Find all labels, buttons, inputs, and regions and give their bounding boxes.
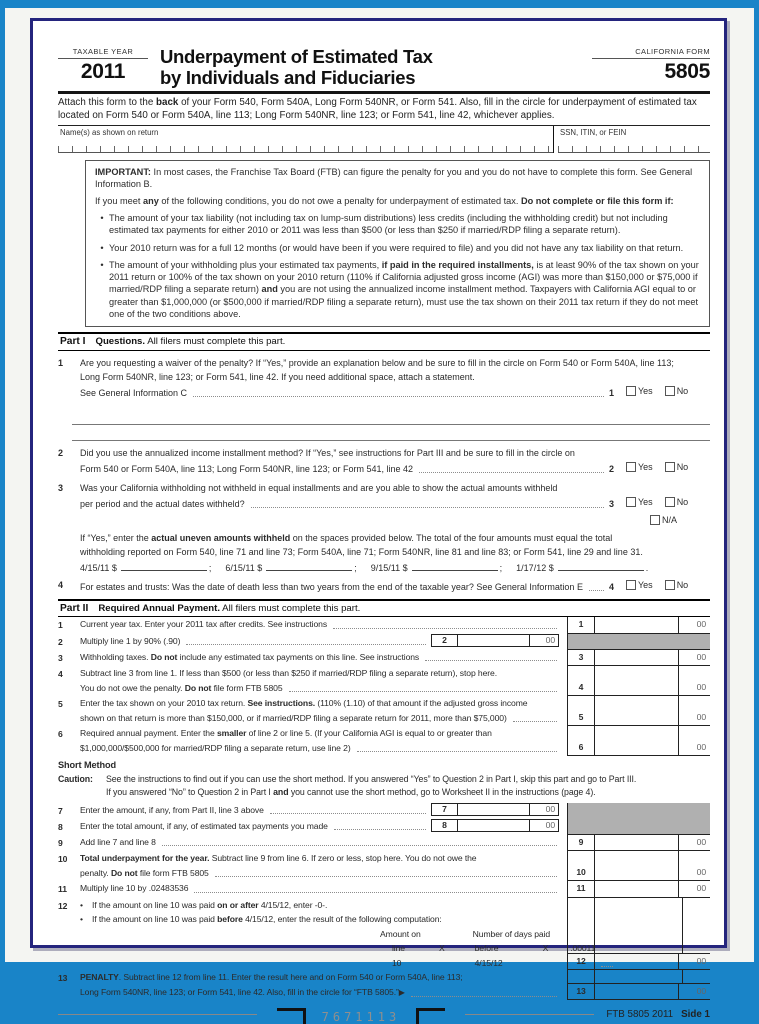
- name-ssn-band: [58, 126, 710, 153]
- part1-header: Part I Questions. All filers must complete this part.: [58, 332, 710, 351]
- dotted-leader: [289, 691, 557, 692]
- page-background: [5, 8, 754, 1024]
- part2-title: Part II: [60, 602, 89, 614]
- line-7-inline-box: 7 00: [431, 803, 559, 816]
- ssn-field-cell: [553, 126, 710, 153]
- amount-1-17-12-field[interactable]: [558, 561, 644, 571]
- line-12-amount-field[interactable]: [595, 954, 678, 969]
- footer-form-reference: FTB 5805 2011 Side 1: [606, 1009, 710, 1021]
- ssn-label: SSN, ITIN, or FEIN: [560, 127, 627, 137]
- dotted-leader: [193, 396, 604, 397]
- important-bullet-2: • Your 2010 return was for a full 12 months (or would have been if you were required to file) and you did not have any tax liability on that return.: [95, 242, 700, 254]
- q4-yes-checkbox[interactable]: [626, 580, 636, 590]
- short-method-title: Short Method: [58, 760, 116, 771]
- bullet-icon: •: [100, 213, 104, 224]
- line-7-row: 7 Enter the amount, if any, from Part II, line 3 above 7 00: [58, 803, 710, 819]
- fill-arrow-icon: ▶: [398, 987, 405, 997]
- line-2-inline-box: 2 00: [431, 634, 559, 647]
- line-9-amount-field[interactable]: [595, 835, 678, 851]
- short-method-section: Short Method Caution: See the instructions to find out if you can use the short method. If you answered “Yes” to Question 2 in Part I, skip this part and go to Part III. If you answered “No” to Question 2 in Part I and you cannot use the short method, go to Worksheet II in the instructions (page 4).: [58, 759, 710, 800]
- dotted-leader: [589, 590, 604, 591]
- line-7-amount-field[interactable]: [458, 804, 529, 815]
- registration-mark-left-icon: [277, 1008, 306, 1024]
- taxable-year-value: 2011: [80, 60, 126, 83]
- amount-9-15-11-field[interactable]: [412, 561, 498, 571]
- form-outer-border: [30, 18, 727, 1024]
- line-7-shaded-area: [567, 803, 710, 819]
- dotted-leader: [411, 996, 557, 997]
- line-13-amount-field[interactable]: [595, 984, 678, 999]
- line-8-inline-box: 8 00: [431, 819, 559, 832]
- line-4-row: 4 Subtract line 3 from line 1. If less than $500 (or less than $250 if married/RDP filing a separate return), stop here. You do not owe the penalty. Do not file form FTB 5805 4 00: [58, 666, 710, 696]
- name-input[interactable]: [58, 144, 553, 153]
- caution-label: Caution:: [58, 773, 93, 784]
- taxable-year-block: [58, 47, 148, 84]
- line-3-amount-field[interactable]: [595, 650, 678, 666]
- amount-6-15-11-field[interactable]: [266, 561, 352, 571]
- q3-no-checkbox[interactable]: [665, 497, 675, 507]
- header-rule: [58, 91, 710, 94]
- q1-no-checkbox[interactable]: [665, 386, 675, 396]
- withholding-dates-row: 4/15/11 $ ; 6/15/11 $ ; 9/15/11 $ ; 1/17/12 $ .: [80, 562, 649, 573]
- form-barcode-number: 7671113: [321, 1010, 401, 1024]
- important-bullet-1: • The amount of your tax liability (not including tax on lump-sum distributions) less credits (including the withholding credit) but not including estimated tax payments for either 2010 or 2011 was less than $500 (or less than $250 if married/RDP filing a separate return).: [95, 212, 700, 236]
- line-5-amount-field[interactable]: [595, 696, 678, 725]
- form-title-line1: Underpayment of Estimated Tax: [160, 46, 433, 67]
- q4-no-checkbox[interactable]: [665, 580, 675, 590]
- footer-rule-right: [465, 1014, 594, 1015]
- page-footer: [58, 1008, 710, 1024]
- dotted-leader: [425, 660, 557, 661]
- bullet-icon: •: [100, 242, 104, 253]
- dotted-leader: [194, 892, 557, 893]
- line-12-row: 12 • If the amount on line 10 was paid on or after 4/15/12, enter -0-. • If the amount on line 10 was paid before 4/15/12, enter the result of the following computation: Amount on Number of days paid line 10 X before 4/15/12 X .00011 12 00: [58, 898, 710, 971]
- uneven-withholding-block: If “Yes,” enter the actual uneven amounts withheld on the spaces provided below. The total of the four amounts must equal the total withholding reported on Form 540, line 71 and line 73; Form 540A, line 71; Form 540NR, line 81 and line 83; or Form 541, line 29 and line 31. 4/15/11 $ ; 6/15/11 $ ; 9/15/11 $ ; 1/17/12 $ .: [80, 531, 710, 575]
- line-8-shaded-area: [567, 819, 710, 835]
- bullet-icon: •: [100, 259, 104, 270]
- dotted-leader: [419, 472, 604, 473]
- line-2-amount-field[interactable]: [458, 635, 529, 646]
- line-13-row: 13 PENALTY. Subtract line 12 from line 11. Enter the result here and on Form 540 or Form 540A, line 113; Long Form 540NR, line 123; or Form 541, line 42. Also, fill in the circle for “FTB 5805.” ▶ 13 00: [58, 970, 710, 1000]
- line-11-amount-field[interactable]: [595, 881, 678, 897]
- dotted-leader: [270, 813, 426, 814]
- form-title-block: [148, 47, 592, 88]
- line-9-row: 9 Add line 7 and line 8 9 00: [58, 835, 710, 852]
- name-field-cell: [58, 126, 553, 153]
- dotted-leader: [334, 829, 426, 830]
- q2-no-checkbox[interactable]: [665, 462, 675, 472]
- dotted-leader: [162, 845, 557, 846]
- dotted-leader: [333, 628, 557, 629]
- registration-mark-right-icon: [416, 1008, 445, 1024]
- important-paragraph-2: If you meet any of the following conditions, you do not owe a penalty for underpayment of estimated tax. Do not complete or file this form if:: [95, 195, 674, 206]
- line-6-row: 6 Required annual payment. Enter the smaller of line 2 or line 5. (If your California AGI is equal to or greater than $1,000,000/$500,000 for married/RDP filing a separate return, use line 2) 6 00: [58, 726, 710, 756]
- dotted-leader: [357, 751, 557, 752]
- line-1-row: 1 Current year tax. Enter your 2011 tax after credits. See instructions 1 00: [58, 617, 710, 634]
- line-6-amount-field[interactable]: [595, 726, 678, 755]
- line-11-row: 11 Multiply line 10 by .02483536 11 00: [58, 881, 710, 898]
- california-form-label: CALIFORNIA FORM: [592, 47, 710, 59]
- line-8-row: 8 Enter the total amount, if any, of estimated tax payments you made 8 00: [58, 819, 710, 835]
- line-5-row: 5 Enter the tax shown on your 2010 tax return. See instructions. (110% (1.10) of that amount if the adjusted gross income shown on that return is more than $150,000, or if married/RDP filing a separate return for 2011, more than $75,000) 5 00: [58, 696, 710, 726]
- dotted-leader: [513, 721, 557, 722]
- line-10-amount-field[interactable]: [595, 851, 678, 880]
- question-1: 1 Are you requesting a waiver of the penalty? If “Yes,” provide an explanation below and be sure to fill in the circle on Form 540 or Form 540A, line 113; Long Form 540NR, line 123; or Form 541, line 42. If you need additional space, attach a statement. See General Information C 1 Yes No: [58, 357, 689, 398]
- line-10-row: 10 Total underpayment for the year. Subtract line 9 from line 6. If zero or less, stop here. You do not owe the penalty. Do not file form FTB 5805 10 00: [58, 851, 710, 881]
- part1-title: Part I: [60, 336, 86, 348]
- ssn-input[interactable]: [558, 144, 710, 153]
- line-1-amount-field[interactable]: [595, 617, 678, 633]
- bullet-icon: •: [80, 899, 83, 910]
- form-header: [58, 47, 710, 88]
- line-2-row: 2 Multiply line 1 by 90% (.90) 2 00: [58, 634, 710, 650]
- taxable-year-label: TAXABLE YEAR: [58, 47, 148, 59]
- important-bullet-3: • The amount of your withholding plus your estimated tax payments, if paid in the required installments, is at least 90% of the tax shown on your 2011 return or 100% of the tax shown on your 2010 return (110% if California adjusted gross income (AGI) was more than $150,000 or $75,000 if married/RDP filing a separate return) and you are not using the annualized income installment method. Taxpayers with California AGI equal to or greater than $1,000,000 (or $500,000 if married/RDP filing a separate return), must use the tax shown on their 2011 tax return if they do not meet one of the two conditions above.: [95, 259, 700, 320]
- footer-side-label: Side 1: [681, 1009, 710, 1021]
- california-form-block: [592, 47, 710, 84]
- attach-instructions: Attach this form to the back of your Form 540, Form 540A, Long Form 540NR, or Form 541. Also, fill in the circle for underpayment of estimated tax located on Form 540 or Form 540A, line 113; Long Form 540NR, line 123; or Form 541, line 42, whichever applies.: [58, 97, 697, 121]
- dotted-leader: [186, 644, 426, 645]
- important-notice-box: [85, 160, 710, 328]
- line-13-box-column: 13 00: [567, 970, 710, 1000]
- footer-rule-left: [58, 1014, 257, 1015]
- q1-yes-checkbox[interactable]: [626, 386, 636, 396]
- q3-yes-checkbox[interactable]: [626, 497, 636, 507]
- line-3-row: 3 Withholding taxes. Do not include any estimated tax payments on this line. See instructions 3 00: [58, 650, 710, 667]
- part1-questions: [58, 356, 710, 594]
- amount-4-15-11-field[interactable]: [121, 561, 207, 571]
- dotted-leader: [251, 507, 604, 508]
- question-2: 2 Did you use the annualized income installment method? If “Yes,” see instructions for Part III and be sure to fill in the circle on Form 540 or Form 540A, line 113; Long Form 540NR, line 123; or Form 541, line 42 2 Yes No: [58, 447, 689, 474]
- explanation-line-1[interactable]: [72, 409, 710, 425]
- important-paragraph-1: IMPORTANT: In most cases, the Franchise Tax Board (FTB) can figure the penalty for you and you do not have to complete this form. See General Information B.: [95, 166, 693, 189]
- q2-yes-checkbox[interactable]: [626, 462, 636, 472]
- bullet-icon: •: [80, 914, 83, 925]
- waiver-explanation-area: [72, 409, 710, 441]
- name-label: Name(s) as shown on return: [60, 127, 159, 137]
- dotted-leader: [215, 876, 557, 877]
- line-2-shaded-area: [567, 634, 710, 650]
- question-3: 3 Was your California withholding not withheld in equal installments and are you able to show the actual amounts withheld per period and the actual dates withheld? 3 Yes No N/A: [58, 482, 689, 525]
- line-4-amount-field[interactable]: [595, 666, 678, 695]
- form-number: 5805: [664, 60, 710, 83]
- part2-header: Part II Required Annual Payment. All filers must complete this part.: [58, 599, 710, 618]
- part2-table: [58, 617, 710, 1000]
- q3-na-checkbox[interactable]: [650, 515, 660, 525]
- form-title-line2: by Individuals and Fiduciaries: [160, 66, 416, 88]
- form-ftb-5805: [33, 21, 724, 1024]
- question-4: 4 For estates and trusts: Was the date of death less than two years from the end of the taxable year? See General Information E 4 Yes No: [58, 579, 689, 592]
- line-8-amount-field[interactable]: [458, 820, 529, 831]
- explanation-line-2[interactable]: [72, 425, 710, 441]
- line-12-box-column: 12 00: [567, 898, 710, 971]
